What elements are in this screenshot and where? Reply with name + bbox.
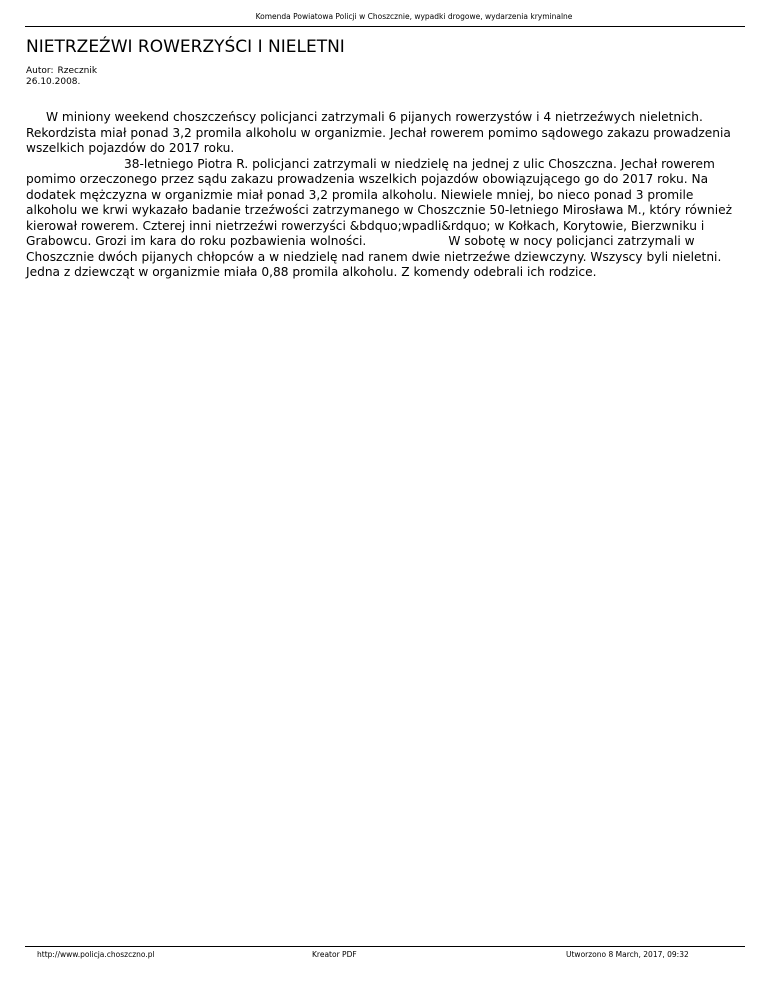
article-title: NIETRZEŹWI ROWERZYŚCI I NIELETNI: [26, 37, 345, 57]
footer-divider: [25, 946, 745, 947]
article-body: [26, 110, 738, 281]
footer-generator: Kreator PDF: [312, 950, 357, 959]
article-paragraph-3: W sobotę w nocy policjanci zatrzymali w Choszcznie dwóch pijanych chłopców a w niedzielę nad ranem dwie nietrzeźwe dziewczyny. Wszyscy byli nieletni. Jedna z dziewcząt w organizmie miała 0,88 promila alkoholu. Z komendy odebrali ich rodzice.: [26, 234, 722, 279]
author-line: [26, 66, 97, 77]
footer-url: http://www.policja.choszczno.pl: [37, 950, 155, 959]
footer-created: Utworzono 8 March, 2017, 09:32: [566, 950, 689, 959]
article-paragraph-2: 38-letniego Piotra R. policjanci zatrzymali w niedzielę na jednej z ulic Choszczna. Jechał rowerem pomimo orzeczonego przez sądu zakazu prowadzenia wszelkich pojazdów obowiązującego go do 2017 roku. Na dodatek mężczyzna w organizmie miał ponad 3,2 promila alkoholu. Niewiele mniej, bo nieco ponad 3 promile alkoholu we krwi wykazało badanie trzeźwości zatrzymanego w Choszcznie 50-letniego Mirosława M., który również kierował rowerem. Czterej inni nietrzeźwi rowerzyści &bdquo;wpadli&rdquo; w Kołkach, Korytowie, Bierzwniku i Grabowcu. Grozi im kara do roku pozbawienia wolności.: [26, 156, 732, 248]
header-caption: Komenda Powiatowa Policji w Choszcznie, wypadki drogowe, wydarzenia kryminalne: [255, 12, 573, 21]
header-divider: [25, 26, 745, 27]
article-meta: [26, 66, 97, 88]
article-date: 26.10.2008.: [26, 77, 81, 87]
author-name: Rzecznik: [57, 66, 98, 76]
article-paragraph-1: W miniony weekend choszczeńscy policjanci zatrzymali 6 pijanych rowerzystów i 4 nietrzeźwych nieletnich. Rekordzista miał ponad 3,2 promila alkoholu w organizmie. Jechał rowerem pomimo sądowego zakazu prowadzenia wszelkich pojazdów do 2017 roku.: [26, 110, 731, 155]
author-label: Autor:: [26, 66, 54, 76]
